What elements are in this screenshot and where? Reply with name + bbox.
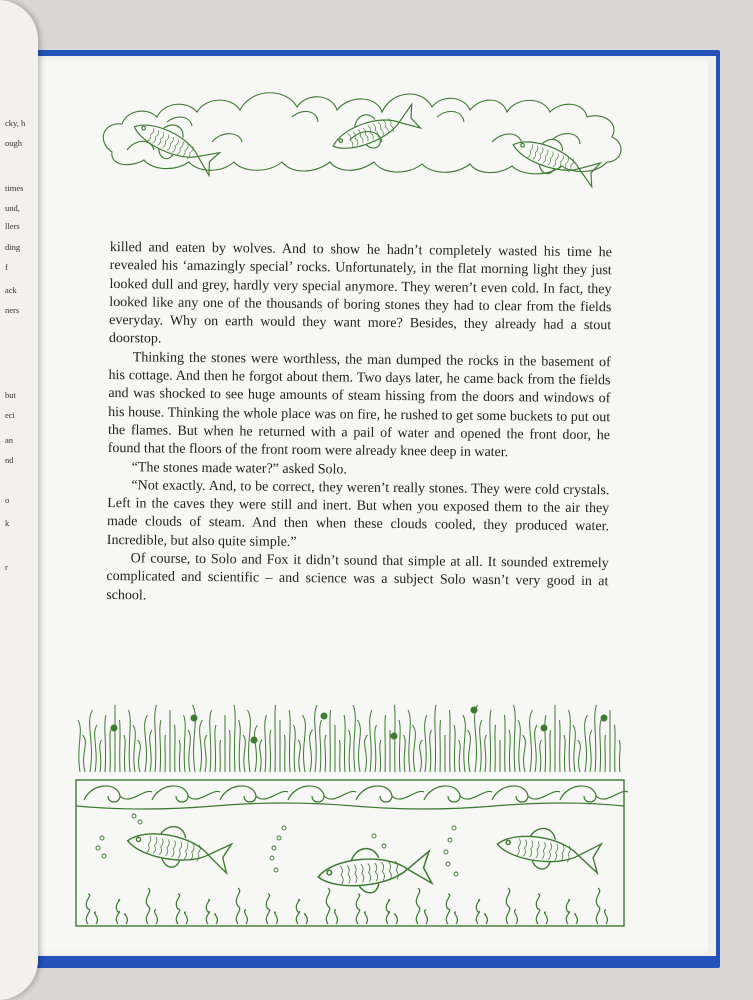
grass-blade <box>215 725 216 772</box>
seaweed <box>146 888 149 924</box>
grass-blade <box>375 725 377 772</box>
grass-blade <box>353 705 355 772</box>
grass-blade <box>590 730 592 772</box>
grass-blade <box>205 735 207 772</box>
wave-curl <box>424 786 492 802</box>
grass-blade <box>485 735 487 772</box>
grass-blade <box>380 740 381 772</box>
flower-dot <box>191 715 197 721</box>
grass-blade <box>509 730 510 772</box>
seaweed <box>296 900 299 924</box>
bubble <box>382 844 386 848</box>
seaweed <box>236 888 239 924</box>
grass-blade <box>490 710 491 772</box>
paragraph: Thinking the stones were worthless, the man dumped the rocks in the basement of his cottage. And then he forgot about them. Two days later, he came back from the fields and was shocked to see huge amounts of steam hissing from the doors and windows of his house. Thinking the whole place was on fire, he rushed to get some buckets to put out the flames. But when he returned with a pail of water and opened the front door, he found that the floors of the front room were already knee deep in water. <box>107 350 611 461</box>
grass-blade <box>358 720 361 772</box>
grass-blade <box>518 720 520 772</box>
bubble <box>446 862 450 866</box>
grass-blade <box>619 740 620 772</box>
grass-blade <box>459 740 461 772</box>
seaweed <box>365 912 368 924</box>
seaweed <box>506 888 509 924</box>
grass-blade <box>184 715 186 772</box>
left-page-fragment: ack <box>5 285 17 295</box>
fish-drawing <box>316 843 432 897</box>
story-text <box>106 239 612 610</box>
seaweed <box>86 894 89 924</box>
bubble <box>372 834 376 838</box>
left-page-fragment: an <box>5 435 14 445</box>
seaweed <box>596 888 599 924</box>
grass-blade <box>585 715 588 772</box>
wave-curl <box>84 786 152 802</box>
grass-blade <box>150 730 152 772</box>
flower-dot <box>601 715 607 721</box>
grass-blade <box>600 720 601 772</box>
flower-dot <box>251 737 257 743</box>
wave-curl <box>288 786 356 802</box>
bubble <box>452 826 456 830</box>
grass-blade <box>165 735 166 772</box>
left-page-fragment: f <box>5 262 8 272</box>
seaweed <box>536 894 539 924</box>
seaweed <box>266 894 269 924</box>
seaweed <box>605 910 608 924</box>
seaweed <box>356 894 359 924</box>
seaweed <box>326 888 329 924</box>
left-page-fragment: ough <box>5 138 22 148</box>
grass-blade <box>514 705 516 772</box>
grass-blade <box>468 730 471 772</box>
paragraph: “Not exactly. And, to be correct, they weren’t really stones. They were cold crystals. Left in the caves they were still and inert. But when you exposed them to the air they made clouds of steam. And then when these clouds cooled, they produced water. Incredible, but also quite simple.” <box>106 478 610 550</box>
grass-blade <box>569 710 571 772</box>
bottom-underwater-illustration <box>74 688 630 930</box>
wave-curl <box>220 786 288 802</box>
seaweed <box>575 914 578 924</box>
bubble <box>282 826 286 830</box>
grass-blade <box>523 735 526 772</box>
grass-blade <box>605 735 606 772</box>
bubble <box>100 836 104 840</box>
grass-blade <box>160 720 161 772</box>
bubble <box>138 820 142 824</box>
bubble <box>102 854 106 858</box>
grass-blade <box>248 710 251 772</box>
left-page-fragment: cky, h <box>5 118 26 128</box>
grass-blade <box>344 715 345 772</box>
grass-blade <box>230 730 231 772</box>
grass-blade <box>298 740 300 772</box>
grass-blade <box>404 735 406 772</box>
wave-curl <box>560 786 628 802</box>
grass-blade <box>95 725 97 772</box>
grass-blade <box>320 720 322 772</box>
grass-blade <box>175 725 176 772</box>
scene-frame <box>76 780 624 926</box>
grass-blade <box>100 740 102 772</box>
grass-blade <box>425 715 427 772</box>
seaweed <box>485 914 488 924</box>
flower-dot <box>541 725 547 731</box>
grass-blade <box>239 720 241 772</box>
grass-blade <box>454 725 455 772</box>
fish-drawing <box>495 822 603 876</box>
grass-blade <box>275 705 276 772</box>
seaweed <box>566 900 569 924</box>
grass-blade <box>463 715 465 772</box>
seaweed <box>305 914 308 924</box>
flower-dot <box>321 713 327 719</box>
grass-blade <box>530 710 533 772</box>
grass-blade <box>265 715 267 772</box>
seaweed <box>95 912 98 924</box>
grass-blade <box>595 705 597 772</box>
left-page-fragment: o <box>5 495 10 505</box>
grass-blade <box>155 705 157 772</box>
left-page-fragment: but <box>5 390 16 400</box>
seaweed <box>446 894 449 924</box>
grass-blade <box>255 725 258 772</box>
grass-blade <box>289 710 290 772</box>
grass-blade <box>475 705 478 772</box>
grass-blade <box>110 730 111 772</box>
bubble <box>444 850 448 854</box>
grass-blade <box>138 740 141 772</box>
seaweed <box>155 910 158 924</box>
grass-blade <box>330 710 331 772</box>
grass-blade <box>505 715 506 772</box>
grass-blade <box>303 715 306 772</box>
grass-blade <box>188 730 190 772</box>
seaweed <box>335 910 338 924</box>
grass-blade <box>243 735 245 772</box>
grass-blade <box>270 730 271 772</box>
grass-blade <box>145 715 148 772</box>
left-page-fragment: ners <box>5 305 20 315</box>
left-page-fragment: und, <box>5 203 20 213</box>
grass-blade <box>560 720 561 772</box>
left-page-edge <box>0 0 38 1000</box>
seaweed <box>116 900 119 924</box>
grass-blade <box>370 710 372 772</box>
seaweed <box>386 900 389 924</box>
seaweed <box>206 900 209 924</box>
bubble <box>448 838 452 842</box>
seaweed <box>395 914 398 924</box>
grass-blade <box>564 735 565 772</box>
grass-blade <box>450 710 451 772</box>
grass-blade <box>105 715 106 772</box>
grass-blade <box>315 705 317 772</box>
seaweed <box>545 912 548 924</box>
grass-blade <box>615 725 616 772</box>
seaweed <box>185 912 188 924</box>
seaweed <box>455 912 458 924</box>
grass-blade <box>83 735 86 772</box>
wave-line <box>76 803 624 809</box>
grass-blade <box>440 720 441 772</box>
seaweed <box>275 912 278 924</box>
grass-blade <box>349 730 351 772</box>
seaweed <box>476 900 479 924</box>
bubble <box>454 872 458 876</box>
grass-blade <box>220 740 221 772</box>
grass-blade <box>260 740 262 772</box>
grass-blade <box>285 735 286 772</box>
grass-blade <box>420 740 423 772</box>
flower-dot <box>471 707 477 713</box>
flower-dot <box>391 733 397 739</box>
left-page-fragment: r <box>5 562 8 572</box>
seaweed <box>125 914 128 924</box>
wave-curl <box>356 786 424 802</box>
grass-blade <box>495 725 496 772</box>
grass-blade <box>573 725 575 772</box>
grass-blade <box>294 725 296 772</box>
fish-drawing <box>508 127 603 190</box>
seaweed <box>245 910 248 924</box>
grass-blade <box>120 720 121 772</box>
grass-blade <box>129 710 131 772</box>
top-cloud-illustration <box>92 82 632 212</box>
wave-curl <box>152 786 220 802</box>
paragraph: killed and eaten by wolves. And to show he hadn’t completely wasted his time he revealed his ‘amazingly special’ rocks. Unfortunately, in the flat morning light they just looked dull and grey, hardly very special anymore. They weren’t even cold. In fact, they looked like any one of the thousands of boring stones they had to clear from the fields everyday. Why on earth would they want more? Besides, they already had a stout doorstop. <box>108 239 612 348</box>
left-page-fragment: times <box>5 183 24 193</box>
bubble <box>272 846 276 850</box>
bubble <box>277 836 281 840</box>
grass-blade <box>480 720 482 772</box>
grass-blade <box>399 720 400 772</box>
grass-blade <box>325 735 326 772</box>
seaweed <box>416 888 419 924</box>
grass-blade <box>578 740 581 772</box>
grass-blade <box>545 715 546 772</box>
grass-blade <box>340 740 341 772</box>
bubble <box>274 868 278 872</box>
fish-drawing <box>124 819 232 877</box>
bubble <box>132 814 136 818</box>
grass-blade <box>78 720 80 772</box>
grass-blade <box>535 725 537 772</box>
grass-blade <box>550 730 551 772</box>
left-page-fragment: eci <box>5 410 15 420</box>
grass-blade <box>200 720 203 772</box>
grass-blade <box>365 735 368 772</box>
left-page-fragment: llers <box>5 221 20 231</box>
seaweed <box>425 910 428 924</box>
grass-blade <box>310 730 313 772</box>
grass-blade <box>179 740 180 772</box>
paragraph: Of course, to Solo and Fox it didn’t sound that simple at all. It sounded extremely complicated and scientific – and science was a subject Solo wasn’t very good in at school. <box>106 551 609 604</box>
grass-blade <box>385 715 386 772</box>
page-mark: ˏ <box>716 290 720 301</box>
grass-blade <box>408 710 410 772</box>
left-page-fragment: nd <box>5 455 14 465</box>
grass-blade <box>540 740 542 772</box>
seaweed <box>176 894 179 924</box>
grass-blade <box>133 725 135 772</box>
grass-blade <box>210 710 212 772</box>
fish-drawing <box>327 98 422 161</box>
wave-curl <box>492 786 560 802</box>
bubble <box>96 846 100 850</box>
grass-blade <box>124 735 125 772</box>
paragraph: “The stones made water?” asked Solo. <box>131 459 348 478</box>
flower-dot <box>111 725 117 731</box>
grass-blade <box>90 710 93 772</box>
left-page-fragment: k <box>5 518 10 528</box>
grass-blade <box>234 705 235 772</box>
cloud-band <box>103 93 621 174</box>
left-page-fragment: ding <box>5 242 21 252</box>
grass-blade <box>413 725 416 772</box>
grass-blade <box>430 730 432 772</box>
seaweed <box>215 914 218 924</box>
bubble <box>270 856 274 860</box>
seaweed <box>515 910 518 924</box>
grass-blade <box>435 705 436 772</box>
